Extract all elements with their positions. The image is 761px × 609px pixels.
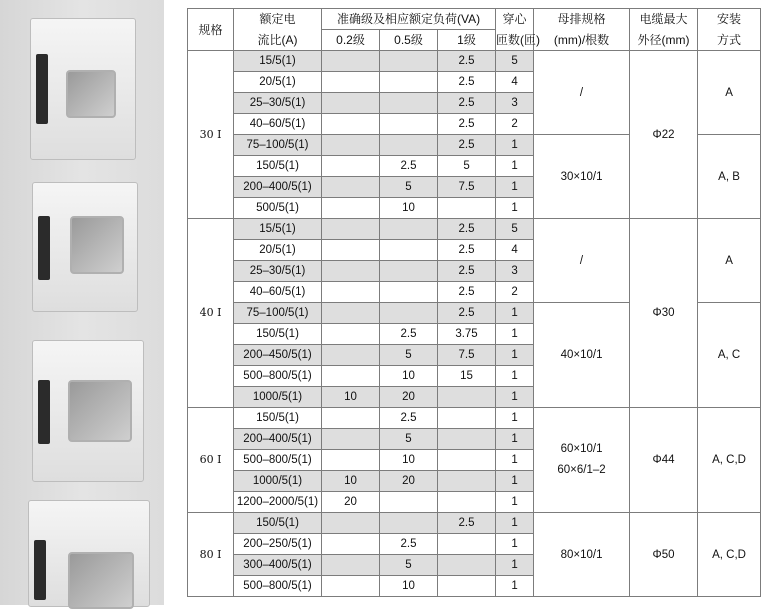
ct-photo-30 xyxy=(30,18,134,158)
class-02-cell xyxy=(322,513,380,534)
header-cable-line1: 电缆最大 xyxy=(630,9,698,30)
class-05-cell: 2.5 xyxy=(380,534,438,555)
ratio-cell: 150/5(1) xyxy=(234,513,322,534)
header-model: 规格 xyxy=(188,9,234,51)
busbar-line: 60×10/1 xyxy=(560,443,603,455)
mount-cell: A, B xyxy=(698,135,761,219)
header-mount-line1: 安装 xyxy=(698,9,761,30)
class-02-cell xyxy=(322,261,380,282)
cable-cell: Φ50 xyxy=(630,513,698,597)
class-05-cell: 2.5 xyxy=(380,156,438,177)
header-turns-line2: 匝数(匝) xyxy=(496,30,534,51)
class-1-cell: 7.5 xyxy=(438,345,496,366)
turns-cell: 1 xyxy=(496,576,534,597)
ratio-cell: 500–800/5(1) xyxy=(234,450,322,471)
class-05-cell: 10 xyxy=(380,576,438,597)
class-02-cell xyxy=(322,555,380,576)
class-05-cell: 10 xyxy=(380,366,438,387)
turns-cell: 1 xyxy=(496,345,534,366)
cable-cell: Φ22 xyxy=(630,51,698,219)
class-02-cell xyxy=(322,408,380,429)
class-02-cell: 10 xyxy=(322,387,380,408)
class-05-cell xyxy=(380,135,438,156)
class-02-cell: 20 xyxy=(322,492,380,513)
class-02-cell xyxy=(322,219,380,240)
class-05-cell xyxy=(380,93,438,114)
header-busbar-line2: (mm)/根数 xyxy=(534,30,630,51)
class-05-cell xyxy=(380,492,438,513)
table-row xyxy=(188,513,761,534)
ratio-cell: 200–400/5(1) xyxy=(234,429,322,450)
model-cell: 30 I xyxy=(188,51,234,219)
ratio-cell: 150/5(1) xyxy=(234,156,322,177)
ct-photo-80 xyxy=(28,500,148,605)
class-1-cell: 15 xyxy=(438,366,496,387)
class-1-cell: 2.5 xyxy=(438,282,496,303)
class-1-cell xyxy=(438,492,496,513)
mount-cell: A, C xyxy=(698,303,761,408)
ratio-cell: 200–450/5(1) xyxy=(234,345,322,366)
ratio-cell: 75–100/5(1) xyxy=(234,303,322,324)
mount-cell: A xyxy=(698,51,761,135)
model-cell: 80 I xyxy=(188,513,234,597)
class-1-cell xyxy=(438,198,496,219)
class-05-cell: 2.5 xyxy=(380,324,438,345)
turns-cell: 3 xyxy=(496,261,534,282)
turns-cell: 1 xyxy=(496,471,534,492)
header-busbar-line1: 母排规格 xyxy=(534,9,630,30)
class-02-cell xyxy=(322,534,380,555)
class-05-cell xyxy=(380,72,438,93)
header-class-05: 0.5级 xyxy=(380,30,438,51)
class-05-cell: 5 xyxy=(380,429,438,450)
cable-cell: Φ44 xyxy=(630,408,698,513)
turns-cell: 1 xyxy=(496,387,534,408)
busbar-cell xyxy=(534,408,630,513)
header-cable-line2: 外径(mm) xyxy=(630,30,698,51)
turns-cell: 5 xyxy=(496,219,534,240)
class-02-cell xyxy=(322,51,380,72)
ct-photo-40 xyxy=(32,182,136,310)
turns-cell: 3 xyxy=(496,93,534,114)
table-row xyxy=(188,408,761,429)
ratio-cell: 500–800/5(1) xyxy=(234,576,322,597)
class-05-cell: 5 xyxy=(380,345,438,366)
class-02-cell xyxy=(322,576,380,597)
ratio-cell: 75–100/5(1) xyxy=(234,135,322,156)
turns-cell: 1 xyxy=(496,177,534,198)
ratio-cell: 1000/5(1) xyxy=(234,387,322,408)
ratio-cell: 20/5(1) xyxy=(234,72,322,93)
ratio-cell: 200–250/5(1) xyxy=(234,534,322,555)
ratio-cell: 500–800/5(1) xyxy=(234,366,322,387)
turns-cell: 1 xyxy=(496,408,534,429)
class-05-cell: 2.5 xyxy=(380,408,438,429)
class-02-cell xyxy=(322,366,380,387)
class-1-cell: 2.5 xyxy=(438,240,496,261)
turns-cell: 1 xyxy=(496,303,534,324)
header-row-1 xyxy=(188,9,761,30)
class-1-cell: 5 xyxy=(438,156,496,177)
class-05-cell: 10 xyxy=(380,450,438,471)
turns-cell: 1 xyxy=(496,366,534,387)
turns-cell: 1 xyxy=(496,555,534,576)
class-1-cell xyxy=(438,555,496,576)
ratio-cell: 300–400/5(1) xyxy=(234,555,322,576)
turns-cell: 4 xyxy=(496,240,534,261)
turns-cell: 1 xyxy=(496,492,534,513)
class-02-cell: 10 xyxy=(322,471,380,492)
table-row xyxy=(188,51,761,72)
class-02-cell xyxy=(322,114,380,135)
ratio-cell: 150/5(1) xyxy=(234,324,322,345)
spec-table xyxy=(187,8,761,597)
mount-cell: A xyxy=(698,219,761,303)
class-1-cell: 7.5 xyxy=(438,177,496,198)
ratio-cell: 15/5(1) xyxy=(234,219,322,240)
mount-cell: A, C,D xyxy=(698,408,761,513)
class-05-cell xyxy=(380,261,438,282)
ratio-cell: 1200–2000/5(1) xyxy=(234,492,322,513)
turns-cell: 1 xyxy=(496,324,534,345)
ratio-cell: 40–60/5(1) xyxy=(234,114,322,135)
product-photo-strip xyxy=(0,0,164,605)
ratio-cell: 1000/5(1) xyxy=(234,471,322,492)
class-05-cell xyxy=(380,282,438,303)
class-02-cell xyxy=(322,177,380,198)
model-cell: 60 I xyxy=(188,408,234,513)
turns-cell: 5 xyxy=(496,51,534,72)
ratio-cell: 150/5(1) xyxy=(234,408,322,429)
class-05-cell: 5 xyxy=(380,555,438,576)
class-02-cell xyxy=(322,93,380,114)
busbar-cell: 40×10/1 xyxy=(534,303,630,408)
class-05-cell xyxy=(380,51,438,72)
ratio-cell: 25–30/5(1) xyxy=(234,93,322,114)
class-05-cell xyxy=(380,219,438,240)
class-1-cell xyxy=(438,429,496,450)
class-02-cell xyxy=(322,345,380,366)
spec-table-body xyxy=(188,9,761,597)
ratio-cell: 200–400/5(1) xyxy=(234,177,322,198)
turns-cell: 1 xyxy=(496,156,534,177)
class-05-cell xyxy=(380,303,438,324)
header-class-02: 0.2级 xyxy=(322,30,380,51)
class-1-cell: 2.5 xyxy=(438,114,496,135)
class-02-cell xyxy=(322,282,380,303)
class-1-cell xyxy=(438,534,496,555)
class-02-cell xyxy=(322,324,380,345)
ratio-cell: 40–60/5(1) xyxy=(234,282,322,303)
turns-cell: 4 xyxy=(496,72,534,93)
class-1-cell xyxy=(438,408,496,429)
class-05-cell xyxy=(380,513,438,534)
class-1-cell xyxy=(438,471,496,492)
ratio-cell: 500/5(1) xyxy=(234,198,322,219)
mount-cell: A, C,D xyxy=(698,513,761,597)
header-class-1: 1级 xyxy=(438,30,496,51)
class-05-cell: 5 xyxy=(380,177,438,198)
header-ratio-line2: 流比(A) xyxy=(234,30,322,51)
turns-cell: 1 xyxy=(496,450,534,471)
class-1-cell: 2.5 xyxy=(438,93,496,114)
busbar-cell: / xyxy=(534,51,630,135)
class-05-cell xyxy=(380,114,438,135)
busbar-cell: / xyxy=(534,219,630,303)
turns-cell: 2 xyxy=(496,114,534,135)
model-cell: 40 I xyxy=(188,219,234,408)
class-1-cell: 2.5 xyxy=(438,72,496,93)
class-1-cell xyxy=(438,576,496,597)
busbar-line: 60×6/1–2 xyxy=(557,464,606,476)
class-05-cell: 10 xyxy=(380,198,438,219)
ratio-cell: 25–30/5(1) xyxy=(234,261,322,282)
class-02-cell xyxy=(322,198,380,219)
busbar-cell: 80×10/1 xyxy=(534,513,630,597)
class-02-cell xyxy=(322,135,380,156)
turns-cell: 1 xyxy=(496,429,534,450)
class-1-cell: 2.5 xyxy=(438,135,496,156)
class-02-cell xyxy=(322,303,380,324)
class-1-cell: 2.5 xyxy=(438,51,496,72)
ratio-cell: 15/5(1) xyxy=(234,51,322,72)
table-row xyxy=(188,219,761,240)
class-02-cell xyxy=(322,156,380,177)
header-turns-line1: 穿心 xyxy=(496,9,534,30)
class-1-cell: 2.5 xyxy=(438,303,496,324)
class-1-cell: 2.5 xyxy=(438,261,496,282)
ratio-cell: 20/5(1) xyxy=(234,240,322,261)
turns-cell: 1 xyxy=(496,198,534,219)
header-ratio-line1: 额定电 xyxy=(234,9,322,30)
turns-cell: 1 xyxy=(496,513,534,534)
class-1-cell: 2.5 xyxy=(438,219,496,240)
ct-photo-60 xyxy=(32,340,142,480)
class-02-cell xyxy=(322,429,380,450)
class-1-cell xyxy=(438,450,496,471)
header-row-2 xyxy=(188,30,761,51)
class-1-cell: 3.75 xyxy=(438,324,496,345)
class-05-cell xyxy=(380,240,438,261)
class-1-cell: 2.5 xyxy=(438,513,496,534)
header-accuracy-group: 准确级及相应额定负荷(VA) xyxy=(322,9,496,30)
cable-cell: Φ30 xyxy=(630,219,698,408)
busbar-cell: 30×10/1 xyxy=(534,135,630,219)
class-1-cell xyxy=(438,387,496,408)
turns-cell: 1 xyxy=(496,135,534,156)
class-05-cell: 20 xyxy=(380,387,438,408)
turns-cell: 1 xyxy=(496,534,534,555)
class-02-cell xyxy=(322,72,380,93)
turns-cell: 2 xyxy=(496,282,534,303)
class-05-cell: 20 xyxy=(380,471,438,492)
header-mount-line2: 方式 xyxy=(698,30,761,51)
class-02-cell xyxy=(322,240,380,261)
class-02-cell xyxy=(322,450,380,471)
